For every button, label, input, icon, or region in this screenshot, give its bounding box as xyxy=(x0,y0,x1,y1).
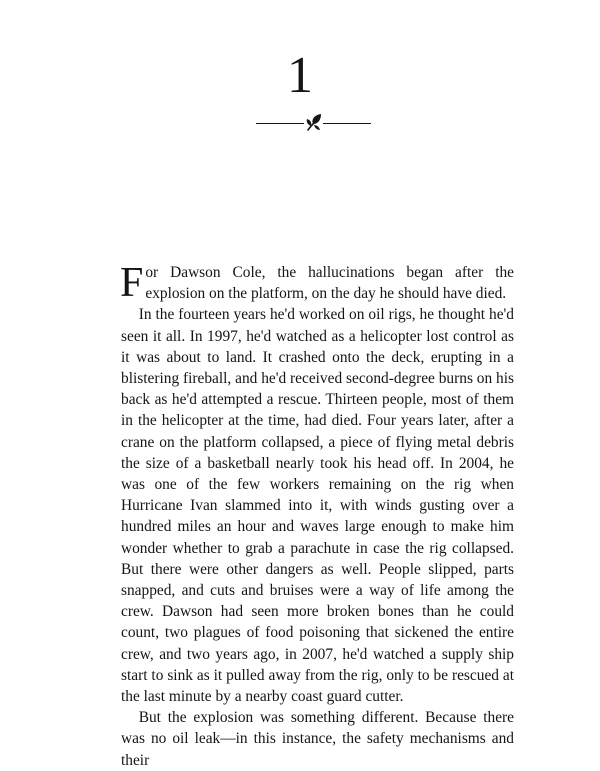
paragraph-3: But the explosion was something different. Because there was no oil leak—in this instance, the safety mechanisms and their xyxy=(121,709,514,769)
drop-cap: F xyxy=(120,260,144,306)
paragraph-1-text: or Dawson Cole, the hallucinations began after the explosion on the platform, on the day he should have died. xyxy=(145,264,514,303)
paragraph-2: In the fourteen years he'd worked on oil rigs, he thought he'd seen it all. In 1997, he'd watched as a helicopter lost control as it was about to land. It crashed onto the deck, erupting in a blistering fireball, and he'd received second-degree burns on his back as he'd attempted a rescue. Thirteen people, most of them in the helicopter at the time, had died. Four years later, after a crane on the platform collapsed, a piece of flying metal debris the size of a basketball nearly took his head off. In 2004, he was one of the few workers remaining on the rig when Hurricane Ivan slammed into it, with winds gusting over a hundred miles an hour and waves large enough to make him wonder whether to grab a parachute in case the rig collapsed. But there were other dangers as well. People slipped, parts snapped, and cuts and bruises were a way of life among the crew. Dawson had seen more broken bones than he could count, two plagues of food poisoning that sickened the entire crew, and two years ago, in 2007, he'd watched a supply ship start to sink as it pulled away from the rig, only to be rescued at the last minute by a nearby coast guard cutter. xyxy=(121,306,514,706)
ornament-rule-left xyxy=(256,123,304,124)
paragraph-1 xyxy=(121,262,514,304)
chapter-number: 1 xyxy=(287,47,313,104)
ornament-rule-right xyxy=(323,123,371,124)
leaf-fleuron-icon xyxy=(305,113,323,132)
chapter-body xyxy=(121,262,514,771)
chapter-ornament xyxy=(256,112,371,132)
